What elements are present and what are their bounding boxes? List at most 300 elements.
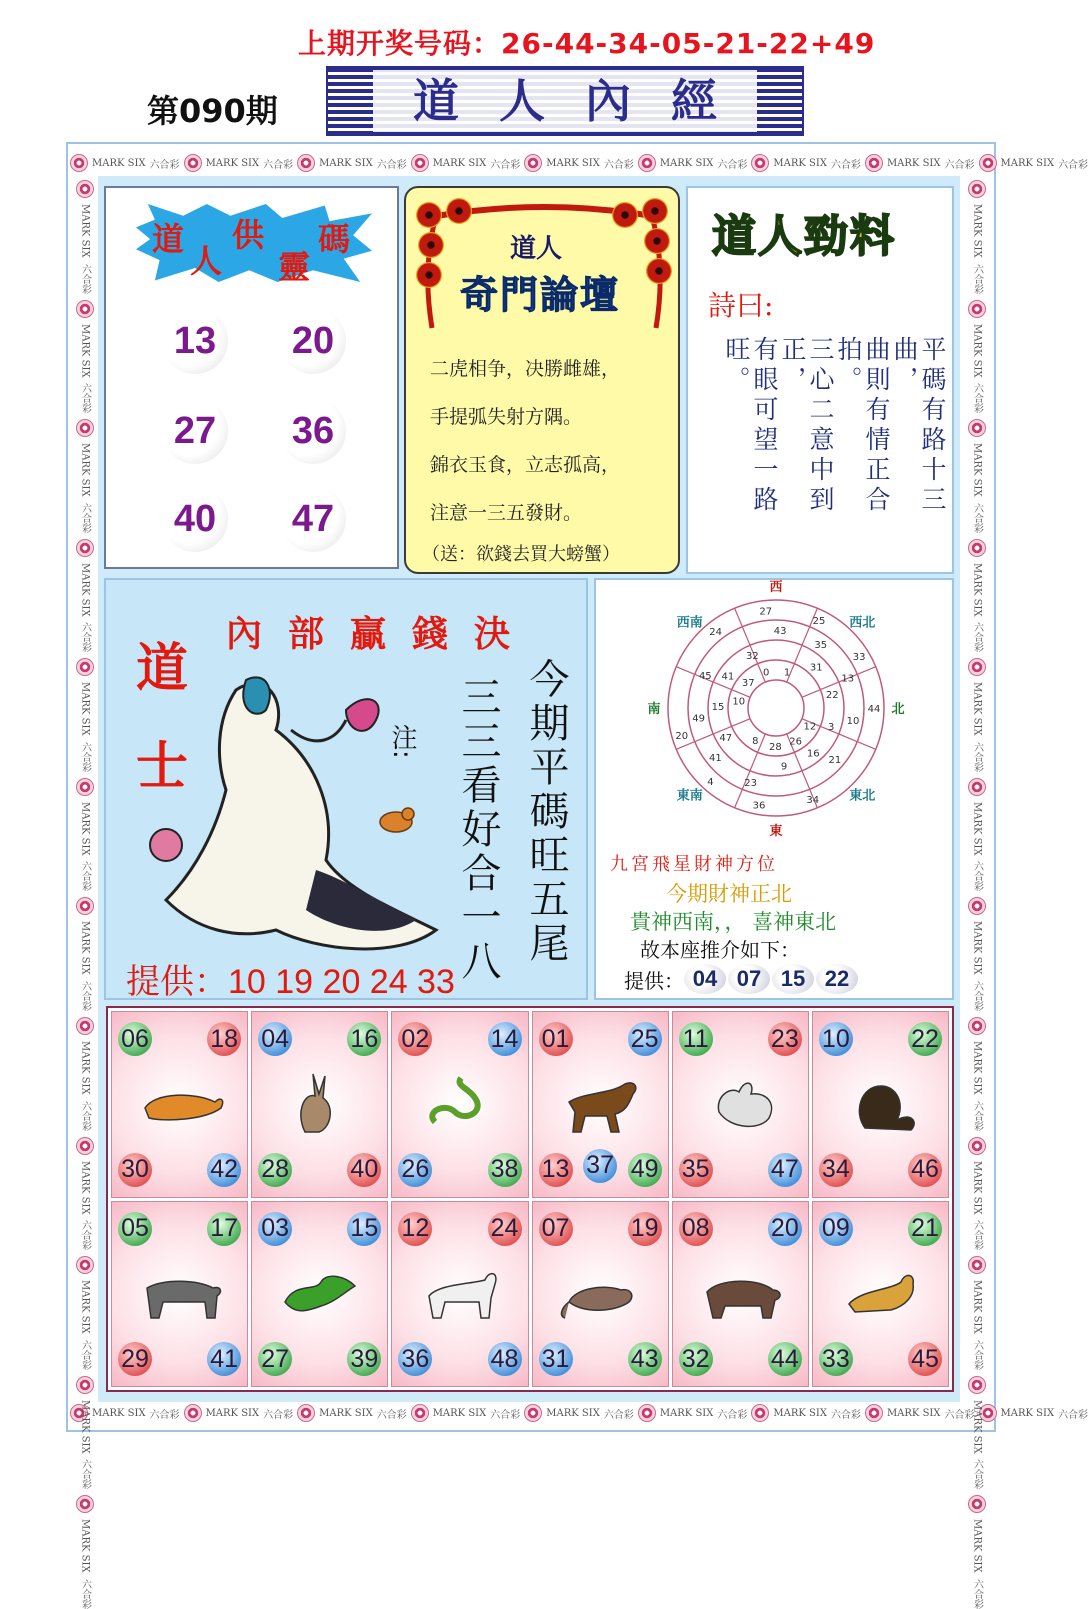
flower-icon <box>751 154 769 172</box>
flower-icon <box>968 658 986 676</box>
border-logo: 六合彩 <box>717 1409 748 1421</box>
flower-icon <box>76 1256 94 1274</box>
flower-icon <box>638 154 656 172</box>
border-brand: MARK SIX <box>79 1160 91 1215</box>
border-logo: 六合彩 <box>79 1100 91 1131</box>
flower-icon <box>76 778 94 796</box>
border-logo: 六合彩 <box>971 741 983 772</box>
feng-shui-compass <box>636 580 916 840</box>
compass-number: 0 <box>762 667 770 679</box>
flower-icon <box>968 1137 986 1155</box>
border-brand: MARK SIX <box>79 562 91 617</box>
compass-number: 13 <box>841 673 855 685</box>
border-brand: MARK SIX <box>1000 1407 1055 1419</box>
secret-column: 三三看好合一八 <box>455 676 501 984</box>
coin-icon <box>644 228 670 254</box>
number-ball: 01 <box>539 1022 573 1056</box>
dragon-icon <box>275 1262 365 1326</box>
number-ball: 26 <box>398 1153 432 1187</box>
compass-number: 8 <box>752 735 759 747</box>
border-logo: 六合彩 <box>79 622 91 653</box>
number-ball: 36 <box>280 398 346 464</box>
number-ball: 49 <box>628 1153 662 1187</box>
compass-number: 49 <box>692 713 705 725</box>
number-ball: 18 <box>207 1022 241 1056</box>
flower-icon <box>76 1495 94 1513</box>
border-logo: 六合彩 <box>376 159 407 171</box>
zodiac-cell-horse <box>532 1011 669 1198</box>
compass-title: 九宮飛星財神方位 <box>610 854 778 875</box>
border-logo: 六合彩 <box>79 1339 91 1370</box>
poem-column: 有眼可望一路旺。 <box>722 336 779 516</box>
forum-line: 注意一三五發財。 <box>430 502 583 524</box>
border-logo: 六合彩 <box>971 383 983 414</box>
border-brand: MARK SIX <box>432 157 487 169</box>
compass-number: 34 <box>806 794 820 806</box>
horse-icon <box>555 1072 645 1136</box>
rooster-icon <box>695 1072 785 1136</box>
border-brand: MARK SIX <box>971 1399 983 1454</box>
border-brand: MARK SIX <box>79 1280 91 1334</box>
flower-icon <box>968 1495 986 1513</box>
number-ball: 25 <box>628 1022 662 1056</box>
border-logo: 六合彩 <box>971 1220 983 1251</box>
coin-icon <box>446 198 472 224</box>
flower-icon <box>184 154 202 172</box>
compass-number: 12 <box>803 721 817 733</box>
snake-icon <box>415 1072 505 1136</box>
forum-title-top: 道人 <box>510 234 563 264</box>
flower-icon <box>968 897 986 915</box>
border-brand: MARK SIX <box>773 1407 827 1419</box>
zodiac-cell-tiger <box>111 1011 248 1198</box>
compass-spoke <box>735 734 766 808</box>
number-ball: 06 <box>118 1022 152 1056</box>
recommend-text: 故本座推介如下： <box>640 938 800 962</box>
compass-number: 47 <box>719 733 733 744</box>
compass-provide <box>624 964 860 994</box>
border-brand: MARK SIX <box>659 1407 714 1419</box>
forum-line: 手提弧失射方隅。 <box>430 406 583 428</box>
compass-number: 4 <box>707 776 714 788</box>
border-brand: MARK SIX <box>79 1399 91 1454</box>
border-logo: 六合彩 <box>79 1578 91 1609</box>
number-ball: 15 <box>347 1212 381 1246</box>
number-ball: 19 <box>628 1212 662 1246</box>
compass-number: 37 <box>741 678 755 690</box>
number-ball: 16 <box>347 1022 381 1056</box>
border-logo: 六合彩 <box>490 1409 521 1421</box>
number-ball: 32 <box>679 1342 713 1376</box>
flower-icon <box>968 1256 986 1274</box>
flower-icon <box>968 1376 986 1394</box>
number-ball: 48 <box>488 1342 522 1376</box>
number-ball: 07 <box>728 964 770 994</box>
compass-number: 35 <box>814 640 828 652</box>
forum-line: 錦衣玉食，立志孤高， <box>430 454 621 476</box>
compass-direction: 西南 <box>676 615 703 631</box>
compass-number: 41 <box>721 671 735 683</box>
goat-icon <box>415 1262 505 1326</box>
compass-number: 23 <box>744 777 757 789</box>
zodiac-cell-snake <box>391 1011 528 1198</box>
forum-line: 二虎相争，决勝雌雄， <box>430 358 621 380</box>
wealth-god: 今期財神正北 <box>666 882 792 906</box>
compass-direction: 西北 <box>849 615 876 631</box>
number-ball: 17 <box>207 1212 241 1246</box>
flower-icon <box>184 1404 202 1422</box>
number-ball: 05 <box>118 1212 152 1246</box>
flower-icon <box>979 154 997 172</box>
compass-number: 33 <box>852 652 866 664</box>
flower-icon <box>968 778 986 796</box>
border-brand: MARK SIX <box>79 443 91 497</box>
number-ball: 13 <box>539 1153 573 1187</box>
secret-provide: 提供：10 19 20 24 33 <box>126 963 455 1001</box>
flower-icon <box>411 1404 429 1422</box>
number-ball: 30 <box>118 1153 152 1187</box>
compass-direction: 北 <box>891 702 905 717</box>
number-ball: 08 <box>679 1212 713 1246</box>
number-ball: 27 <box>258 1342 292 1376</box>
border-logo: 六合彩 <box>830 1409 861 1421</box>
border-logo: 六合彩 <box>79 861 91 892</box>
zodiac-cell-monkey <box>812 1011 949 1198</box>
flower-icon <box>411 154 429 172</box>
compass-number: 22 <box>825 689 839 701</box>
secret-note: 注: <box>387 724 417 759</box>
border-logo: 六合彩 <box>79 741 91 772</box>
number-ball: 11 <box>679 1022 713 1056</box>
compass-number: 25 <box>812 615 826 627</box>
compass-number: 3 <box>827 721 835 733</box>
flower-icon <box>751 1404 769 1422</box>
number-ball: 22 <box>816 964 858 994</box>
number-ball: 27 <box>162 398 228 464</box>
flower-icon <box>76 658 94 676</box>
zodiac-grid <box>106 1006 954 1392</box>
number-ball: 13 <box>162 308 228 374</box>
compass-number: 28 <box>768 741 782 753</box>
noble-gods: 貴神西南，， 喜神東北 <box>630 910 837 934</box>
compass-number: 26 <box>789 736 802 748</box>
border-brand: MARK SIX <box>971 443 983 497</box>
number-ball: 21 <box>908 1212 942 1246</box>
border-logo: 六合彩 <box>603 1409 634 1421</box>
border-brand: MARK SIX <box>971 682 983 736</box>
border-logo: 六合彩 <box>149 159 180 171</box>
dog-icon <box>835 1262 925 1326</box>
border-brand: MARK SIX <box>971 801 983 856</box>
poem-column: 平碼有路十三曲， <box>890 336 947 516</box>
border-brand: MARK SIX <box>92 157 146 169</box>
border-brand: MARK SIX <box>971 921 983 975</box>
flower-icon <box>524 1404 542 1422</box>
title-char: 碼 <box>318 220 351 258</box>
border-logo: 六合彩 <box>971 1100 983 1131</box>
border-brand: MARK SIX <box>92 1407 146 1419</box>
compass-spoke <box>676 667 750 698</box>
title-char: 供 <box>232 216 265 254</box>
forum-panel <box>404 186 680 574</box>
border-brand: MARK SIX <box>546 1407 600 1419</box>
border-logo: 六合彩 <box>149 1409 180 1421</box>
tiger-icon <box>135 1072 225 1136</box>
coin-icon <box>416 262 442 288</box>
poem-title: 道人勁料 <box>712 211 896 262</box>
zodiac-cell-rabbit <box>251 1011 388 1198</box>
last-draw-numbers: 上期开奖号码：26-44-34-05-21-22+49 <box>298 27 876 60</box>
border-brand: MARK SIX <box>79 1040 91 1095</box>
border-brand: MARK SIX <box>773 157 827 169</box>
border-logo: 六合彩 <box>717 159 748 171</box>
number-ball: 24 <box>488 1212 522 1246</box>
title-char: 道 <box>152 220 185 258</box>
compass-panel <box>594 578 954 1000</box>
side-char: 士 <box>136 736 189 797</box>
number-ball: 35 <box>679 1153 713 1187</box>
border-logo: 六合彩 <box>971 1459 983 1490</box>
border-brand: MARK SIX <box>971 1280 983 1334</box>
border-logo: 六合彩 <box>603 159 634 171</box>
secret-panel <box>104 578 588 1000</box>
number-ball: 42 <box>207 1153 241 1187</box>
flower-icon <box>524 154 542 172</box>
compass-direction: 東 <box>769 824 783 839</box>
border-brand: MARK SIX <box>79 1519 91 1573</box>
rabbit-icon <box>275 1072 365 1136</box>
compass-number: 44 <box>867 704 881 715</box>
border-brand: MARK SIX <box>971 323 983 378</box>
flower-icon <box>76 419 94 437</box>
ox-icon <box>135 1262 225 1326</box>
title-banner <box>326 66 804 136</box>
zodiac-cell-ox <box>111 1201 248 1388</box>
border-logo: 六合彩 <box>263 1409 294 1421</box>
number-ball: 31 <box>539 1342 573 1376</box>
compass-number: 32 <box>746 651 759 663</box>
title-char: 人 <box>190 242 223 280</box>
border-brand: MARK SIX <box>79 323 91 378</box>
border-brand: MARK SIX <box>971 1519 983 1573</box>
number-ball: 33 <box>819 1342 853 1376</box>
border-logo: 六合彩 <box>944 1409 975 1421</box>
provide-label: 提供： <box>624 968 684 993</box>
coin-icon <box>416 202 442 228</box>
number-ball: 39 <box>347 1342 381 1376</box>
compass-number: 27 <box>759 606 773 618</box>
secret-column: 今期平碼旺五尾 <box>523 658 569 966</box>
forum-gift: （送：欲錢去買大螃蟹） <box>422 544 620 565</box>
number-ball: 07 <box>539 1212 573 1246</box>
flower-icon <box>76 1376 94 1394</box>
border-logo: 六合彩 <box>971 980 983 1011</box>
number-ball: 47 <box>768 1153 802 1187</box>
poem-column: 曲則有情正合拍。 <box>834 336 891 516</box>
zodiac-cell-pig <box>672 1201 809 1388</box>
forum-title: 奇門論壇 <box>460 272 621 317</box>
flower-icon <box>76 1017 94 1035</box>
number-ball: 45 <box>908 1342 942 1376</box>
number-ball: 46 <box>908 1153 942 1187</box>
flower-icon <box>297 1404 315 1422</box>
compass-ring <box>748 680 804 736</box>
border-brand: MARK SIX <box>659 157 714 169</box>
flower-icon <box>968 1017 986 1035</box>
zodiac-cell-dragon <box>251 1201 388 1388</box>
border-logo: 六合彩 <box>376 1409 407 1421</box>
issue-number: 第090期 <box>147 92 278 130</box>
zodiac-cell-rooster <box>672 1011 809 1198</box>
flower-icon <box>297 154 315 172</box>
border-brand: MARK SIX <box>79 682 91 736</box>
flower-icon <box>638 1404 656 1422</box>
number-ball: 22 <box>908 1022 942 1056</box>
poem-label: 詩曰: <box>708 289 774 322</box>
coin-icon <box>646 258 672 284</box>
number-ball: 47 <box>280 486 346 552</box>
title-char: 靈 <box>278 248 311 286</box>
border-brand: MARK SIX <box>971 1040 983 1095</box>
number-ball: 04 <box>684 964 726 994</box>
number-ball: 40 <box>347 1153 381 1187</box>
flower-icon <box>76 300 94 318</box>
poem-column: 三心二意中到正， <box>778 336 835 516</box>
compass-number: 41 <box>709 753 722 765</box>
flower-icon <box>968 180 986 198</box>
flower-icon <box>968 539 986 557</box>
poem-panel <box>686 186 954 574</box>
compass-direction: 東北 <box>849 788 876 804</box>
number-ball: 40 <box>162 486 228 552</box>
coin-icon <box>418 232 444 258</box>
border-brand: MARK SIX <box>205 1407 260 1419</box>
number-ball: 28 <box>258 1153 292 1187</box>
secret-heading: 內部贏錢決 <box>226 613 537 655</box>
flower-icon <box>70 154 88 172</box>
number-ball: 23 <box>768 1022 802 1056</box>
border-logo: 六合彩 <box>971 502 983 533</box>
compass-number: 43 <box>773 626 787 638</box>
border-strip-top <box>70 148 1088 178</box>
monkey-icon <box>835 1072 925 1136</box>
border-brand: MARK SIX <box>971 204 983 258</box>
number-ball: 20 <box>768 1212 802 1246</box>
number-ball: 37 <box>583 1149 617 1183</box>
number-ball: 03 <box>258 1212 292 1246</box>
border-logo: 六合彩 <box>79 502 91 533</box>
number-ball: 44 <box>768 1342 802 1376</box>
zodiac-cell-dog <box>812 1201 949 1388</box>
compass-number: 10 <box>846 716 860 728</box>
compass-number: 16 <box>806 748 820 760</box>
coin-icon <box>612 202 638 228</box>
border-strip-bottom <box>70 1398 1088 1428</box>
border-logo: 六合彩 <box>1058 159 1088 171</box>
number-ball: 43 <box>628 1342 662 1376</box>
compass-number: 9 <box>780 761 788 773</box>
border-brand: MARK SIX <box>886 157 941 169</box>
code-panel <box>104 186 399 569</box>
compass-direction: 東南 <box>676 788 703 804</box>
border-brand: MARK SIX <box>205 157 260 169</box>
compass-number: 1 <box>783 667 791 679</box>
compass-number: 24 <box>709 626 723 638</box>
border-logo: 六合彩 <box>79 1459 91 1490</box>
border-logo: 六合彩 <box>971 1578 983 1609</box>
border-brand: MARK SIX <box>79 801 91 856</box>
border-brand: MARK SIX <box>432 1407 487 1419</box>
zodiac-cell-rat <box>532 1201 669 1388</box>
compass-number: 45 <box>698 671 712 683</box>
border-logo: 六合彩 <box>79 263 91 294</box>
number-ball: 09 <box>819 1212 853 1246</box>
border-logo: 六合彩 <box>490 159 521 171</box>
number-ball: 20 <box>280 308 346 374</box>
border-logo: 六合彩 <box>971 263 983 294</box>
tiger-icon <box>374 800 418 840</box>
number-ball: 36 <box>398 1342 432 1376</box>
border-brand: MARK SIX <box>546 157 600 169</box>
zodiac-cell-goat <box>391 1201 528 1388</box>
flower-icon <box>865 1404 883 1422</box>
number-ball: 04 <box>258 1022 292 1056</box>
number-ball: 34 <box>819 1153 853 1187</box>
border-logo: 六合彩 <box>79 383 91 414</box>
border-brand: MARK SIX <box>971 1160 983 1215</box>
number-ball: 38 <box>488 1153 522 1187</box>
number-ball: 12 <box>398 1212 432 1246</box>
border-strip-right <box>962 180 992 1609</box>
border-brand: MARK SIX <box>886 1407 941 1419</box>
compass-number: 10 <box>732 696 746 708</box>
border-brand: MARK SIX <box>79 204 91 258</box>
border-logo: 六合彩 <box>944 159 975 171</box>
compass-number: 21 <box>828 755 842 767</box>
rat-icon <box>555 1262 645 1326</box>
compass-number: 15 <box>711 701 725 713</box>
border-logo: 六合彩 <box>971 861 983 892</box>
border-logo: 六合彩 <box>79 980 91 1011</box>
border-brand: MARK SIX <box>971 562 983 617</box>
border-logo: 六合彩 <box>1058 1409 1088 1421</box>
coin-icon <box>642 198 668 224</box>
pig-icon <box>695 1262 785 1326</box>
number-ball: 29 <box>118 1342 152 1376</box>
flower-icon <box>76 897 94 915</box>
border-brand: MARK SIX <box>1000 157 1055 169</box>
number-ball: 14 <box>488 1022 522 1056</box>
flower-icon <box>865 154 883 172</box>
compass-direction: 南 <box>647 702 661 717</box>
side-char: 道 <box>136 638 189 699</box>
number-ball: 41 <box>207 1342 241 1376</box>
border-logo: 六合彩 <box>79 1220 91 1251</box>
number-ball: 10 <box>819 1022 853 1056</box>
number-ball: 15 <box>772 964 814 994</box>
banner-title: 道人內經 <box>373 70 757 132</box>
compass-number: 36 <box>752 800 766 812</box>
number-ball: 02 <box>398 1022 432 1056</box>
border-strip-left <box>70 180 100 1609</box>
border-logo: 六合彩 <box>263 159 294 171</box>
compass-spoke <box>735 608 766 682</box>
flower-icon <box>76 1137 94 1155</box>
border-brand: MARK SIX <box>319 1407 373 1419</box>
border-logo: 六合彩 <box>830 159 861 171</box>
flower-icon <box>968 419 986 437</box>
flower-icon <box>76 180 94 198</box>
